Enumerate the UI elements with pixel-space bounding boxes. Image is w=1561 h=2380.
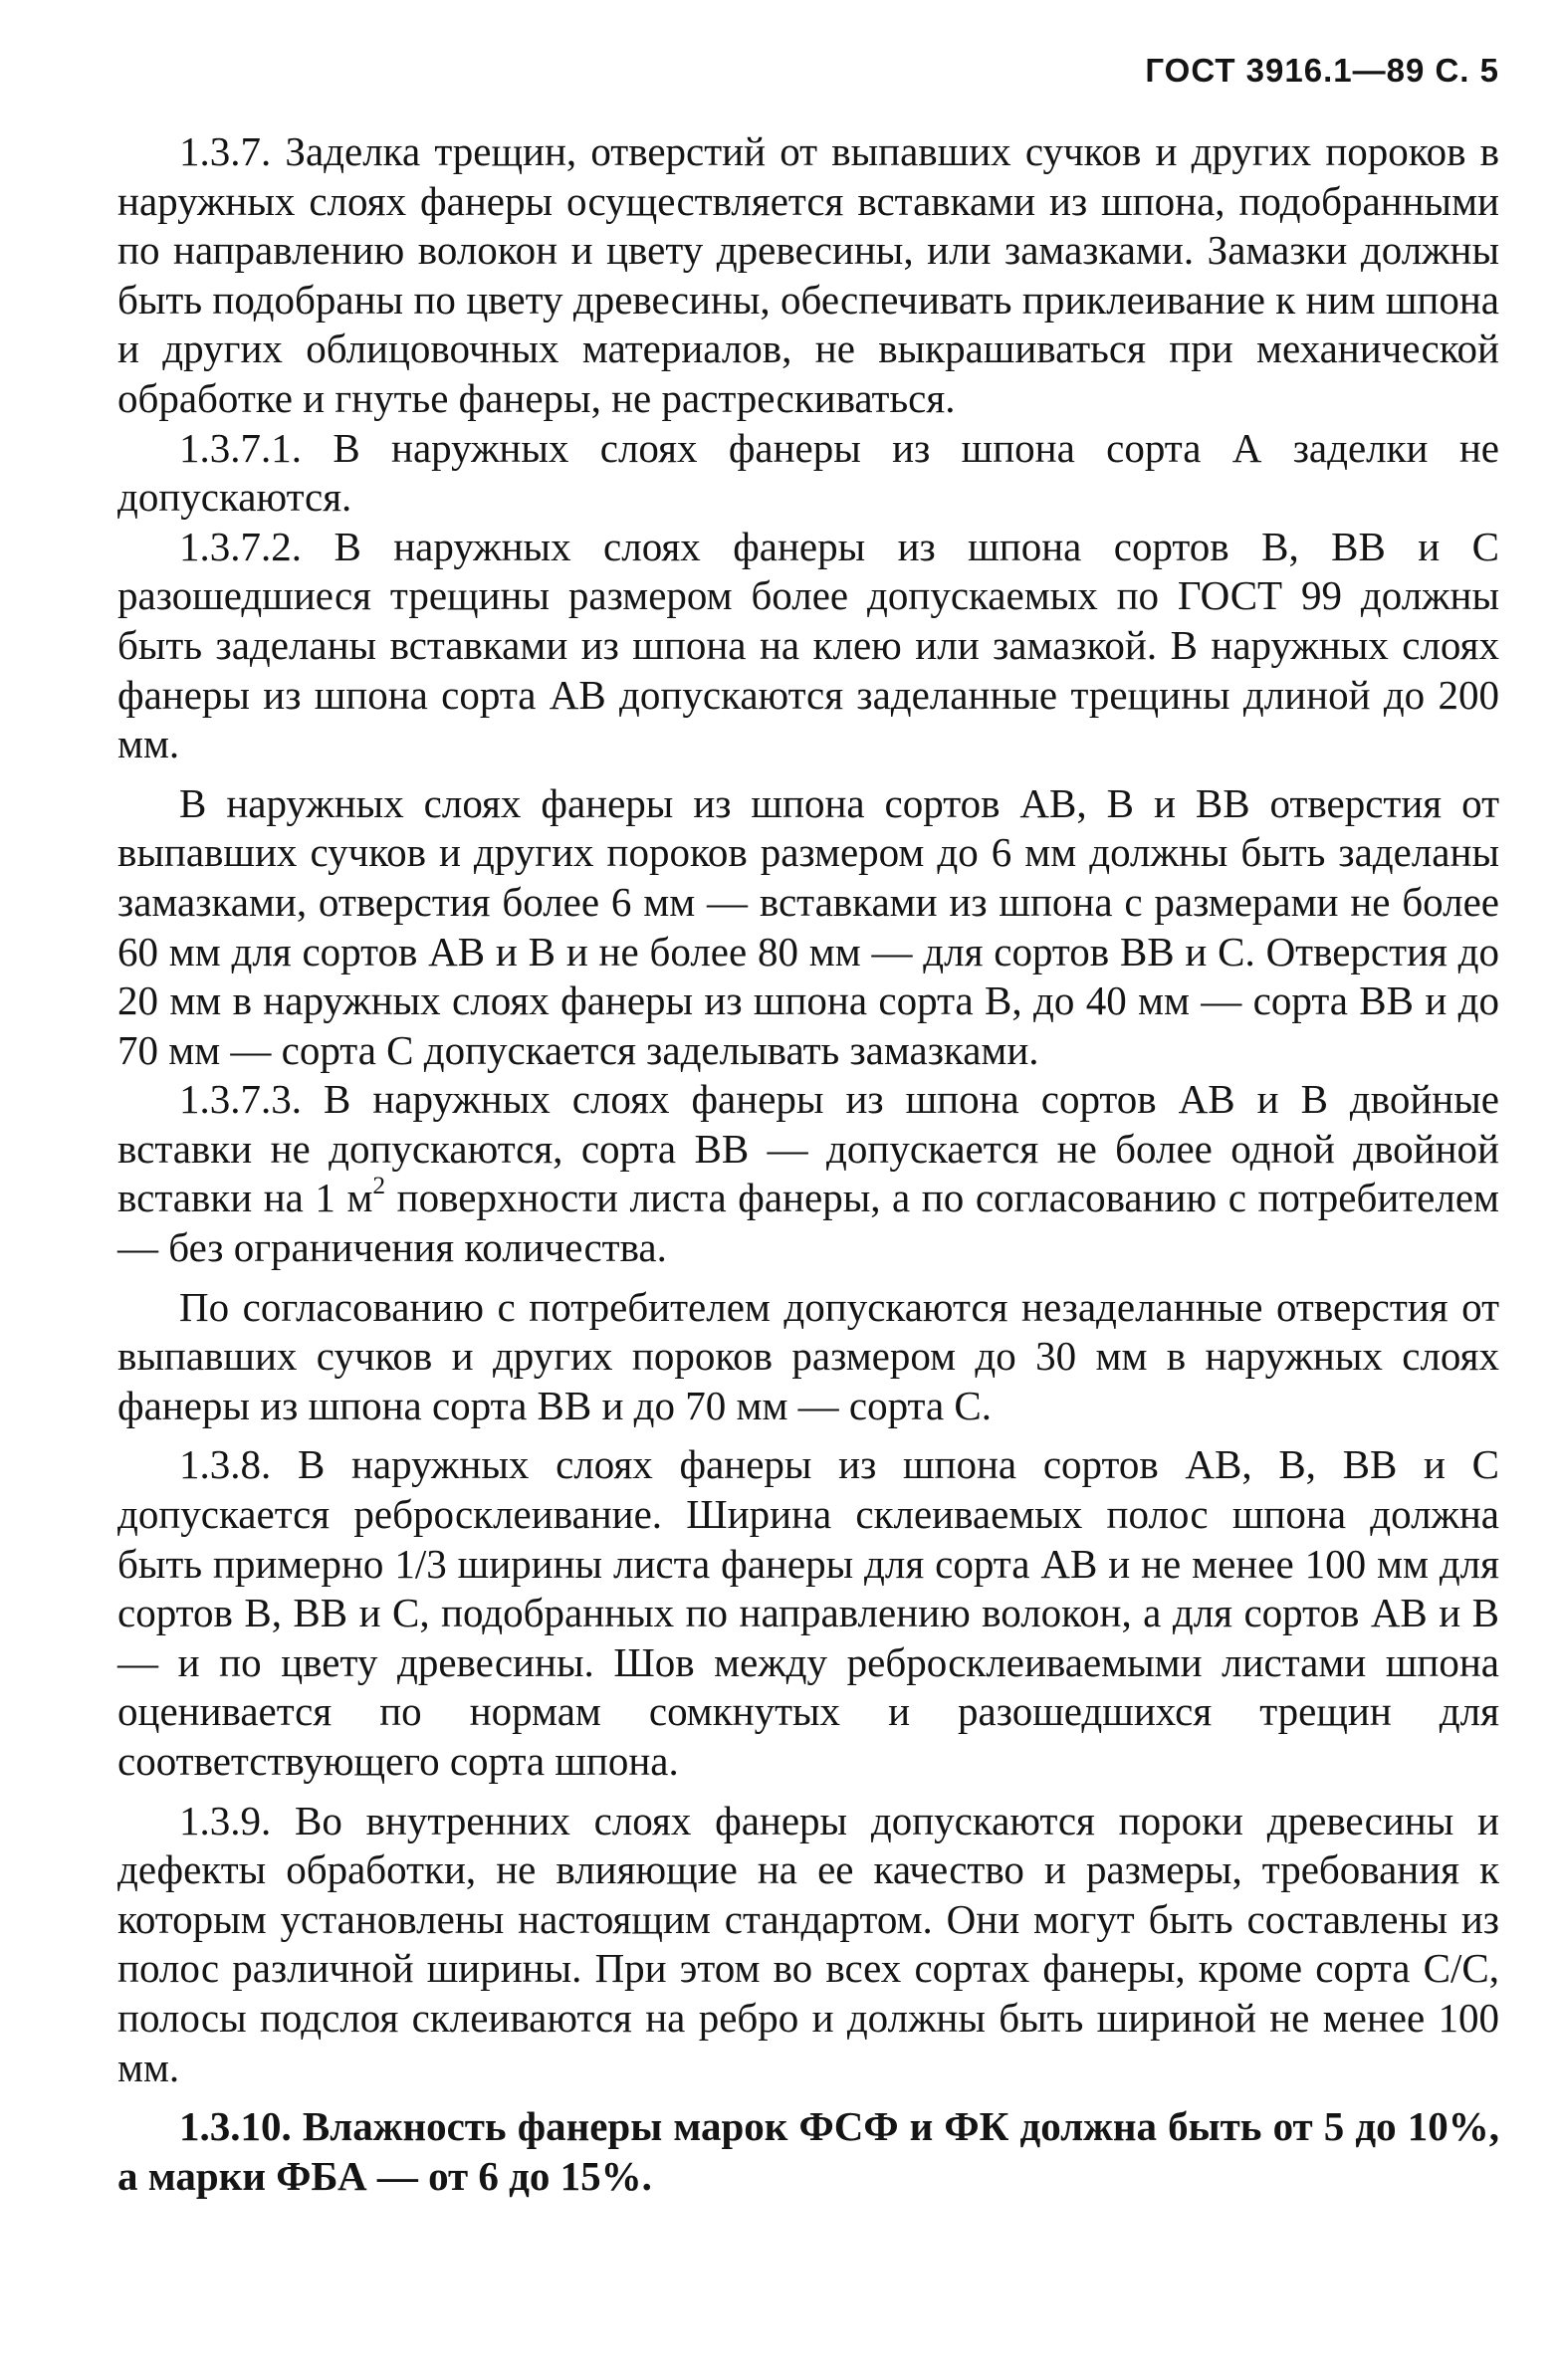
paragraph-1-3-8: 1.3.8. В наружных слоях фанеры из шпона сортов АВ, В, ВВ и С допускается ребросклеивание. Ширина склеиваемых полос шпона должна быть примерно 1/3 ширины листа фанеры для сорта АВ и не менее 100 мм для сортов В, ВВ и С, подобранных по направлению волокон, а для сортов АВ и В — и по цвету древесины. Шов между ребросклеиваемыми листами шпона оценивается по нормам сомкнутых и разошедшихся трещин для соответствующего сорта шпона. xyxy=(117,1441,1499,1784)
paragraph-1-3-7-2: 1.3.7.2. В наружных слоях фанеры из шпона сортов В, ВВ и С разошедшиеся трещины размером более допускаемых по ГОСТ 99 должны быть заделаны вставками из шпона на клею или замазкой. В наружных слоях фанеры из шпона сорта АВ допускаются заделанные трещины длиной до 200 мм. xyxy=(117,523,1499,767)
superscript-square: 2 xyxy=(372,1172,386,1200)
body-text xyxy=(117,127,1499,2201)
paragraph-1-3-7-3 xyxy=(117,1075,1499,1272)
paragraph-1-3-10: 1.3.10. Влажность фанеры марок ФСФ и ФК должна быть от 5 до 10%, а марки ФБА — от 6 до 15%. xyxy=(117,2103,1499,2199)
paragraph-holes-filling: В наружных слоях фанеры из шпона сортов АВ, В и ВВ отверстия от выпавших сучков и других пороков размером до 6 мм должны быть заделаны замазками, отверстия более 6 мм — вставками из шпона с размерами не более 60 мм для сортов АВ и В и не более 80 мм — для сортов ВВ и С. Отверстия до 20 мм в наружных слоях фанеры из шпона сорта В, до 40 мм — сорта ВВ и до 70 мм — сорта С допускается заделывать замазками. xyxy=(117,779,1499,1073)
paragraph-1-3-9: 1.3.9. Во внутренних слоях фанеры допускаются пороки древесины и дефекты обработки, не влияющие на ее качество и размеры, требования к которым установлены настоящим стандартом. Они могут быть составлены из полос различной ширины. При этом во всех сортах фанеры, кроме сорта С/С, полосы подслоя склеиваются на ребро и должны быть шириной не менее 100 мм. xyxy=(117,1797,1499,2090)
paragraph-1-3-7-1: 1.3.7.1. В наружных слоях фанеры из шпона сорта А заделки не допускаются. xyxy=(117,424,1499,521)
paragraph-1-3-7: 1.3.7. Заделка трещин, отверстий от выпавших сучков и других пороков в наружных слоях фанеры осуществляется вставками из шпона, подобранными по направлению волокон и цвету древесины, или замазками. Замазки должны быть подобраны по цвету древесины, обеспечивать приклеивание к ним шпона и других облицовочных материалов, не выкрашиваться при механической обработке и гнутье фанеры, не растрескиваться. xyxy=(117,128,1499,421)
running-header: ГОСТ 3916.1—89 С. 5 xyxy=(1145,52,1499,89)
paragraph-consumer-agreement: По согласованию с потребителем допускаются незаделанные отверстия от выпавших сучков и других пороков размером до 30 мм в наружных слоях фанеры из шпона сорта ВВ и до 70 мм — сорта С. xyxy=(117,1283,1499,1428)
paragraph-1-3-7-3-part-1: 1.3.7.3. В наружных слоях фанеры из шпона сортов АВ и В двойные вставки не допускаются, сорта ВВ — допускается не более одной двойной вставки на 1 м xyxy=(117,1076,1499,1221)
paragraph-1-3-7-3-part-2: поверхности листа фанеры, а по согласованию с потребителем — без ограничения количества. xyxy=(117,1175,1499,1271)
